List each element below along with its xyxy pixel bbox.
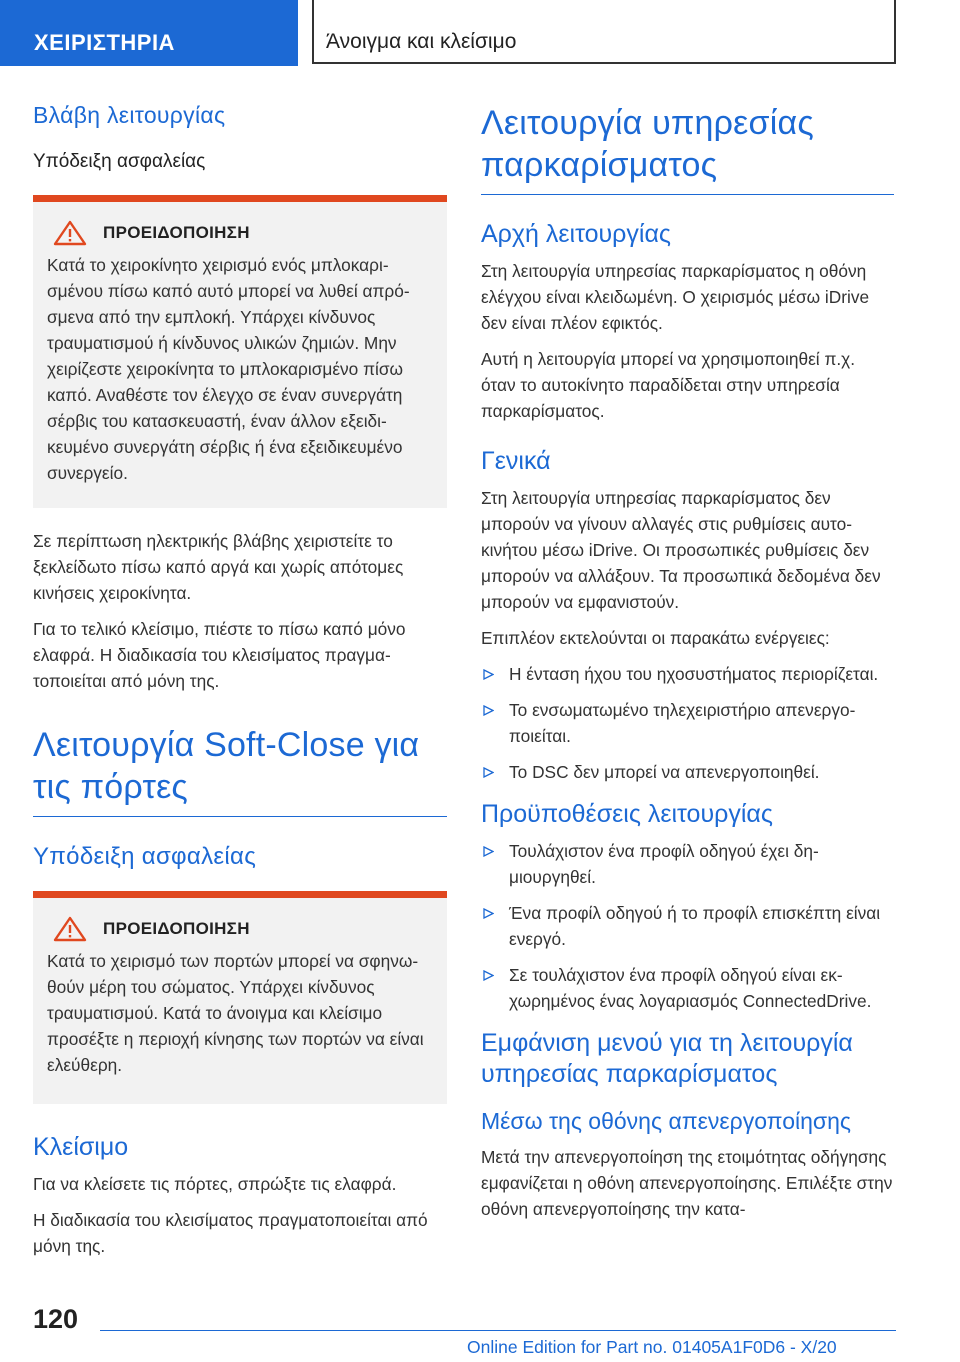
safety-note-heading: Υπόδειξη ασφαλείας [33,843,257,870]
warning-bar [33,195,447,202]
list-item: Η ένταση ήχου του ηχοσυστήματος περιορίζεται. [481,661,894,687]
list-item: Τουλάχιστον ένα προφίλ οδηγού έχει δημιουργηθεί. [481,838,894,890]
warning-text: Κατά το χειροκίνητο χειρισμό ενός μπλοκαρισμένου πίσω καπό αυτό μπορεί να λυθεί απρόσμενα από την εμπλοκή. Υπάρχει κίνδυνος τραυματισμού ή κίνδυνος υλικών ζημιών. Μην χειρίζεστε χειροκίνητα το μπλοκαρισμένο πίσω καπό. Αναθέστε τον έλεγχο σε έναν συνεργάτη σέρβις του κατασκευαστή, έναν άλλον εξειδικευμένο συνεργάτη σέρβις ή ένα εξειδικευμένο συνεργείο. [47,255,410,483]
malfunction-heading: Βλάβη λειτουργίας [33,102,226,128]
warning-header [53,916,435,942]
left-column [33,96,447,1269]
paragraph: Η διαδικασία του κλεισίματος πραγματοποιείται από μόνη της. [33,1210,428,1256]
warning-box [33,898,447,1104]
list-item: Σε τουλάχιστον ένα προφίλ οδηγού είναι εκχωρημένος ένας λογαριασμός ConnectedDrive. [481,962,894,1014]
closing-heading: Κλείσιμο [33,1133,129,1161]
warning-label: ΠΡΟΕΙΔΟΠΟΙΗΣΗ [103,223,250,242]
list-item: Ένα προφίλ οδηγού ή το προφίλ επισκέπτη είναι ενεργό. [481,900,894,952]
paragraph: Σε περίπτωση ηλεκτρικής βλάβης χειριστείτε το ξεκλείδωτο πίσω καπό αργά και χωρίς απότομες κινήσεις χειροκίνητα. [33,531,404,603]
menu-heading: Εμφάνιση μενού για τη λειτουργία υπηρεσίας παρκαρίσματος [481,1029,853,1088]
edition-note: Online Edition for Part no. 01405A1F0D6 - X/20 [467,1337,837,1357]
right-column [481,102,894,1232]
warning-label: ΠΡΟΕΙΔΟΠΟΙΗΣΗ [103,919,250,938]
paragraph: Για το τελικό κλείσιμο, πιέστε το πίσω καπό μόνο ελαφρά. Η διαδικασία του κλεισίματος πραγματοποιείται από μόνη της. [33,619,406,691]
safety-note-heading: Υπόδειξη ασφαλείας [33,151,206,172]
valet-mode-heading: Λειτουργία υπηρεσίας παρκαρίσματος [481,102,894,195]
chapter-title: Άνοιγμα και κλείσιμο [312,0,896,64]
paragraph: Στη λειτουργία υπηρεσίας παρκαρίσματος η οθόνη ελέγχου είναι κλειδωμένη. Ο χειρισμός μέσω iDrive δεν είναι πλέον εφικτός. [481,261,870,333]
requirements-list [481,838,894,1014]
softclose-heading: Λειτουργία Soft-Close για τις πόρτες [33,724,447,817]
warning-header [53,220,435,246]
general-heading: Γενικά [481,447,551,475]
principle-heading: Αρχή λειτουργίας [481,220,671,248]
paragraph: Αυτή η λειτουργία μπορεί να χρησιμοποιηθεί π.χ. όταν το αυτοκίνητο παραδίδεται στην υπηρεσία παρκαρίσματος. [481,349,856,421]
triangle-bullet-icon [483,669,494,680]
deactivation-heading: Μέσω της οθόνης απενεργοποίησης [481,1108,851,1134]
section-tab[interactable]: ΧΕΙΡΙΣΤΗΡΙΑ [0,0,298,66]
paragraph: Στη λειτουργία υπηρεσίας παρκαρίσματος δεν μπορούν να γίνουν αλλαγές στις ρυθμίσεις αυτοκινήτου μέσω iDrive. Οι προσωπικές ρυθμίσεις δεν μπορούν να αλλάξουν. Τα προσωπικά δεδομένα δεν μπορούν να εμφανιστούν. [481,488,881,612]
paragraph: Επιπλέον εκτελούνται οι παρακάτω ενέργειες: [481,628,830,648]
warning-triangle-icon [53,916,87,942]
page-number: 120 [33,1304,79,1334]
page-header [0,0,960,66]
triangle-bullet-icon [483,970,494,981]
triangle-bullet-icon [483,846,494,857]
general-list [481,661,894,785]
warning-text: Κατά το χειρισμό των πορτών μπορεί να σφηνωθούν μέρη του σώματος. Υπάρχει κίνδυνος τραυματισμού. Κατά το άνοιγμα και κλείσιμο προσέξτε η περιοχή κίνησης των πορτών να είναι ελεύθερη. [47,951,424,1075]
triangle-bullet-icon [483,767,494,778]
triangle-bullet-icon [483,908,494,919]
footer-divider [100,1330,896,1331]
warning-box [33,202,447,508]
requirements-heading: Προϋποθέσεις λειτουργίας [481,800,773,828]
paragraph: Για να κλείσετε τις πόρτες, σπρώξτε τις ελαφρά. [33,1174,397,1194]
warning-bar [33,891,447,898]
list-item: Το ενσωματωμένο τηλεχειριστήριο απενεργοποιείται. [481,697,894,749]
paragraph: Μετά την απενεργοποίηση της ετοιμότητας οδήγησης εμφανίζεται η οθόνη απενεργοποίησης. Επιλέξτε στην οθόνη απενεργοποίησης την κατα- [481,1147,893,1219]
list-item: Το DSC δεν μπορεί να απενεργοποιηθεί. [481,759,894,785]
warning-triangle-icon [53,220,87,246]
triangle-bullet-icon [483,705,494,716]
